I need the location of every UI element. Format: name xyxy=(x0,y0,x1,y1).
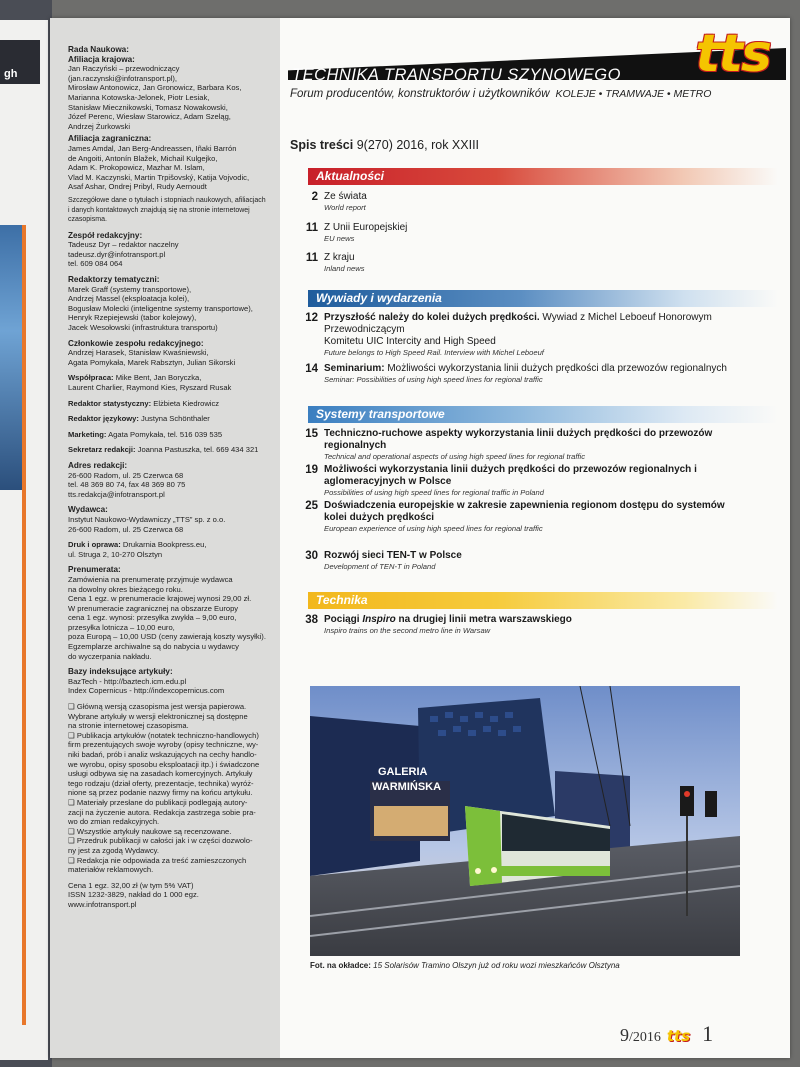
wydawca-list xyxy=(68,515,278,534)
mall-sign-line1: GALERIA xyxy=(378,766,428,778)
marketing-label: Marketing: xyxy=(68,429,107,439)
bazy-heading: Bazy indeksujące artykuły: xyxy=(68,667,173,677)
editorial-note-text: Wybrane artykuły w wersji elektronicznej są dostępne xyxy=(68,711,248,721)
magazine-logo xyxy=(288,24,788,96)
price-issn-line: ISSN 1232-3829, nakład do 1 000 egz. xyxy=(68,890,199,900)
editorial-note-text: ny jest za zgodą Wydawcy. xyxy=(68,845,159,855)
page-number: 11 xyxy=(305,252,318,264)
czlonkowie-list xyxy=(68,348,278,367)
afiliacja-krajowa-heading: Afiliacja krajowa: xyxy=(68,54,135,64)
toc-entry[interactable] xyxy=(292,464,762,498)
magazine-title: TECHNIKA TRANSPORTU SZYNOWEGO xyxy=(292,66,621,84)
contents-column xyxy=(280,18,790,1058)
tematyczni-line: Andrzej Massel (eksploatacja kolei), xyxy=(68,294,190,304)
toc-entry[interactable] xyxy=(292,191,762,213)
page-footer xyxy=(620,1021,713,1047)
prenumerata-list xyxy=(68,575,278,661)
editorial-note-text: we wyrobu, opisy sposobu eksploatacji itp.) i świadczone xyxy=(68,759,260,769)
adres-line: 26-600 Radom, ul. 25 Czerwca 68 xyxy=(68,470,184,480)
rada-note-line: i danych kontaktowych znajdują się na stronie internetowej xyxy=(68,206,250,214)
entry-title-rest: na drugiej linii metra warszawskiego xyxy=(395,614,572,625)
toc-entry[interactable] xyxy=(292,363,762,385)
toc-entry[interactable] xyxy=(292,252,762,274)
rada-note-line: czasopisma. xyxy=(68,216,107,224)
cover-photo xyxy=(310,686,740,956)
page-number-footer: 1 xyxy=(702,1021,714,1046)
entry-title: Seminarium: xyxy=(324,363,385,374)
wydawca-line: 26-600 Radom, ul. 25 Czerwca 68 xyxy=(68,524,184,534)
page-number: 11 xyxy=(305,222,318,234)
editorial-note-text: niki badań, prób i analiz wskazujących na cechy handlo- xyxy=(68,750,257,759)
masthead-sidebar xyxy=(50,18,280,1058)
afiliacja-krajowa-list xyxy=(68,64,278,131)
zespol-line: Tadeusz Dyr – redaktor naczelny xyxy=(68,240,179,250)
section-wywiady xyxy=(308,290,778,307)
checkbox-bullet-icon: ❑ xyxy=(68,702,77,712)
adres-line: tts.redakcja@infotransport.pl xyxy=(68,489,165,499)
mall-sign-line2: WARMIŃSKA xyxy=(372,781,442,793)
zespol-heading: Zespół redakcyjny: xyxy=(68,230,143,240)
editorial-note-line xyxy=(68,712,278,722)
wspolpraca-label: Współpraca: xyxy=(68,373,114,383)
wydawca-line: Instytut Naukowo-Wydawniczy „TTS” sp. z o.o. xyxy=(68,514,226,524)
prenumerata-line: Cena 1 egz. w prenumeracie krajowej wynosi 29,00 zł. xyxy=(68,594,252,604)
statystyczny-value: Elżbieta Kiedrowicz xyxy=(151,398,220,408)
subtitle-text: Forum producentów, konstruktorów i użytkowników xyxy=(290,88,550,100)
prev-page-image xyxy=(0,225,22,490)
editorial-note-line xyxy=(68,702,278,712)
editorial-note-line xyxy=(68,827,278,837)
entry-title: Doświadczenia europejskie w zakresie zapewnienia regionom dostępu do systemów xyxy=(324,500,725,511)
checkbox-bullet-icon: ❑ xyxy=(68,855,77,865)
rada-naukowa xyxy=(68,45,278,225)
entry-title: Ze świata xyxy=(324,191,367,202)
editorial-note-text: usługi odbywa się na zasadach komercyjnych. Artykuły xyxy=(68,769,253,779)
prenumerata-line: przesyłka lotnicza – 10,00 euro, xyxy=(68,622,175,632)
editorial-note-line xyxy=(68,846,278,856)
entry-title: Techniczno-ruchowe aspekty wykorzystania linii dużych prędkości do przewozów regionalnych xyxy=(324,428,713,451)
section-aktualnosci xyxy=(308,168,778,185)
rada-member-line: (jan.raczynski@infotransport.pl), xyxy=(68,73,177,83)
section-label: Wywiady i wydarzenia xyxy=(316,291,442,305)
rada-member-line: Stanisław Miecznikowski, Tomasz Nowakowski, xyxy=(68,102,228,112)
editorial-note-line xyxy=(68,817,278,827)
rada-note xyxy=(68,196,278,225)
prenumerata-line: na dowolny okres bieżącego roku. xyxy=(68,584,183,594)
bazy-line: BazTech - http://baztech.icm.edu.pl xyxy=(68,676,187,686)
entry-title: Z kraju xyxy=(324,252,355,263)
statystyczny-label: Redaktor statystyczny: xyxy=(68,398,152,408)
page-number: 14 xyxy=(305,363,318,375)
price-issn-block xyxy=(68,881,278,910)
wspolpraca xyxy=(68,373,278,392)
magazine-subtitle xyxy=(290,88,711,100)
toc-entry[interactable] xyxy=(292,500,762,534)
zespol-redakcyjny xyxy=(68,231,278,269)
druk-line2: ul. Struga 2, 10-270 Olsztyn xyxy=(68,549,163,559)
toc-entry[interactable] xyxy=(292,614,762,636)
editorial-note-text: Materiały przesłane do publikacji podlegają autory- xyxy=(76,797,248,807)
adres-heading: Adres redakcji: xyxy=(68,460,128,470)
rada-member-line: Asaf Ashar, Ondrej Pribyl, Rudy Aernoudt xyxy=(68,182,207,192)
marketing xyxy=(68,430,278,440)
marketing-value: Agata Pomykała, tel. 516 039 535 xyxy=(106,429,223,439)
entry-title: Pociągi xyxy=(324,614,363,625)
zespol-line: tadeusz.dyr@infotransport.pl xyxy=(68,249,166,259)
editorial-note-line xyxy=(68,750,278,760)
page-number: 15 xyxy=(305,428,318,440)
tematyczni-heading: Redaktorzy tematyczni: xyxy=(68,275,160,285)
zespol-list xyxy=(68,240,278,269)
editorial-note-line xyxy=(68,856,278,866)
tematyczni-line: Marek Graff (systemy transportowe), xyxy=(68,284,192,294)
entry-title: Przyszłość należy do kolei dużych prędkości. xyxy=(324,312,540,323)
entry-subtitle: EU news xyxy=(324,234,355,243)
entry-title: Możliwości wykorzystania linii dużych prędkości do przewozów regionalnych i aglomeracyjnych w Polsce xyxy=(324,464,697,487)
checkbox-bullet-icon: ❑ xyxy=(68,836,77,846)
entry-subtitle: Future belongs to High Speed Rail. Interview with Michel Leboeuf xyxy=(324,348,544,357)
section-label: Systemy transportowe xyxy=(316,407,445,421)
editorial-note-text: Główną wersją czasopisma jest wersja papierowa. xyxy=(76,702,247,712)
prenumerata-line: Zamówienia na prenumeratę przyjmuje wydawca xyxy=(68,574,233,584)
tematyczni-line: Henryk Rzepiejewski (tabor kolejowy), xyxy=(68,313,197,323)
page-number: 2 xyxy=(311,191,318,203)
druk-value: Drukarnia Bookpress.eu, xyxy=(120,540,207,550)
entry-subtitle: Inspiro trains on the second metro line in Warsaw xyxy=(324,626,491,635)
prenumerata-line: Egzemplarze archiwalne są do nabycia u wydawcy xyxy=(68,642,239,652)
page-number: 25 xyxy=(305,500,318,512)
redaktor-statystyczny xyxy=(68,399,278,409)
rada-member-line: Józef Perenc, Wiesław Starowicz, Adam Szeląg, xyxy=(68,112,231,122)
contents-label: Spis treści xyxy=(290,138,354,152)
bazy-list xyxy=(68,677,278,696)
section-label: Technika xyxy=(316,593,368,607)
druk-i-oprawa xyxy=(68,540,278,559)
tematyczni-line: Jacek Wesołowski (infrastruktura transportu) xyxy=(68,323,218,333)
entry-subtitle: World report xyxy=(324,203,366,212)
checkbox-bullet-icon: ❑ xyxy=(68,730,77,740)
entry-subtitle: Seminar: Possibilities of using high speed lines for regional traffic xyxy=(324,375,543,384)
editorial-note-text: Redakcja nie odpowiada za treść zamieszczonych xyxy=(76,855,247,865)
prev-page-text: gh xyxy=(4,68,18,80)
entry-title-rest: Wywiad z Michel Leboeuf Honorowym Przewodniczącym xyxy=(324,312,712,335)
rada-member-line: Andrzej Żurkowski xyxy=(68,121,131,131)
page-number: 12 xyxy=(305,312,318,324)
rada-note-line: Szczegółowe dane o tytułach i stopniach naukowych, afiliacjach xyxy=(68,196,266,204)
checkbox-bullet-icon: ❑ xyxy=(68,797,77,807)
rada-member-line: Marianna Kotowska-Jelonek, Piotr Lesiak, xyxy=(68,92,210,102)
editorial-note-line xyxy=(68,779,278,789)
entry-title: Z Unii Europejskiej xyxy=(324,222,408,233)
subtitle-categories: KOLEJE • TRAMWAJE • METRO xyxy=(555,88,712,100)
tematyczni-line: Bogusław Molecki (inteligentne systemy transportowe), xyxy=(68,303,253,313)
bazy-line: Index Copernicus - http://indexcopernicus.com xyxy=(68,686,225,696)
prenumerata-line: do wyczerpania nakładu. xyxy=(68,651,152,661)
editorial-note-line xyxy=(68,788,278,798)
contents-heading xyxy=(290,138,479,152)
editorial-note-text: wo do zmian redakcyjnych. xyxy=(68,817,160,827)
editorial-note-text: tego rodzaju (dział oferty, prezentacje, technika) wyróż- xyxy=(68,778,254,788)
caption-text: 15 Solarisów Tramino Olszyn już od roku wozi mieszkańców Olsztyna xyxy=(373,961,620,970)
wydawca-heading: Wydawca: xyxy=(68,505,108,515)
editorial-note-text: nione są przez podanie nazwy firmy na końcu artykułu. xyxy=(68,788,253,798)
adres-list xyxy=(68,471,278,500)
editorial-note-text: Przedruk publikacji w całości jak i w części dozwolo- xyxy=(76,836,253,846)
editorial-note-text: firm prezentujących swoje wyroby (opisy techniczne, wy- xyxy=(68,740,259,750)
tts-logo: tts xyxy=(695,24,770,84)
prenumerata-line: poza Europą – 10,00 USD (ceny zawierają koszty wysyłki). xyxy=(68,632,266,642)
editorial-note-text: Wszystkie artykuły naukowe są recenzowane. xyxy=(76,826,232,836)
czlonkowie-zespolu xyxy=(68,339,278,368)
zespol-line: tel. 609 084 064 xyxy=(68,259,123,269)
prenumerata-line: cena 1 egz. wynosi: przesyłka zwykła – 9,00 euro, xyxy=(68,613,237,623)
prenumerata-line: W prenumeracie zagranicznej na obszarze Europy xyxy=(68,603,239,613)
entry-subtitle: Development of TEN-T in Poland xyxy=(324,562,436,571)
editorial-note-line xyxy=(68,865,278,875)
czlonkowie-heading: Członkowie zespołu redakcyjnego: xyxy=(68,338,204,348)
sekretarz-value: Joanna Pastuszka, tel. 669 434 321 xyxy=(135,445,259,455)
toc-entry[interactable] xyxy=(292,550,762,572)
rada-member-line: de Angoiti, Antonín Blažek, Michail Kulgejko, xyxy=(68,153,218,163)
entry-subtitle: Inland news xyxy=(324,264,365,273)
caption-label: Fot. na okładce: xyxy=(310,961,371,970)
footer-issue: 9 xyxy=(620,1025,629,1045)
rada-member-line: James Amdal, Jan Berg-Andreassen, Iñaki Barrón xyxy=(68,143,237,153)
afiliacja-zagraniczna-heading: Afiliacja zagraniczna: xyxy=(68,134,152,144)
price-issn-line: www.infotransport.pl xyxy=(68,899,137,909)
entry-title-line2: kolei dużych prędkości xyxy=(324,512,435,523)
wydawca xyxy=(68,505,278,534)
editorial-note-line xyxy=(68,836,278,846)
prenumerata xyxy=(68,565,278,661)
toc-entry[interactable] xyxy=(292,428,762,462)
entry-subtitle: European experience of using high speed lines for regional traffic xyxy=(324,524,543,533)
afiliacja-zagraniczna-list xyxy=(68,144,278,192)
wspolpraca-line: Mike Bent, Jan Boryczka, xyxy=(113,373,202,383)
editorial-note-line xyxy=(68,769,278,779)
editorial-note-line xyxy=(68,808,278,818)
czlonkowie-line: Andrzej Harasek, Stanisław Kwaśniewski, xyxy=(68,348,209,358)
wspolpraca-line: Laurent Charlier, Raymond Kies, Ryszard Rusak xyxy=(68,383,232,392)
page-number: 19 xyxy=(305,464,318,476)
entry-title-rest: Możliwości wykorzystania linii dużych prędkości dla przewozów regionalnych xyxy=(384,363,727,374)
editorial-note-text: materiałów reklamowych. xyxy=(68,865,154,875)
entry-subtitle: Possibilities of using high speed lines for regional traffic in Poland xyxy=(324,488,544,497)
jezykowy-label: Redaktor językowy: xyxy=(68,414,139,424)
rada-member-line: Jan Raczyński – przewodniczący xyxy=(68,64,180,74)
editorial-notes xyxy=(68,702,278,875)
sekretarz-redakcji xyxy=(68,445,278,455)
entry-title-line2: Komitetu UIC Intercity and High Speed xyxy=(324,336,496,347)
redaktorzy-tematyczni xyxy=(68,275,278,333)
rada-heading: Rada Naukowa: xyxy=(68,45,129,54)
adres-line: tel. 48 369 80 74, fax 48 369 80 75 xyxy=(68,480,186,490)
tram-illustration xyxy=(310,686,740,956)
prenumerata-heading: Prenumerata: xyxy=(68,565,121,575)
editorial-note-line xyxy=(68,740,278,750)
editorial-note-text: na stronie internetowej czasopisma. xyxy=(68,721,189,731)
rada-member-line: Mirosław Antonowicz, Jan Gronowicz, Barbara Kos, xyxy=(68,83,242,93)
entry-title-italic: Inspiro xyxy=(362,614,396,625)
toc-entry[interactable] xyxy=(292,312,762,358)
footer-tts-logo: tts xyxy=(666,1027,691,1045)
czlonkowie-line: Agata Pomykała, Marek Rabsztyn, Julian Sikorski xyxy=(68,357,236,367)
toc-entry[interactable] xyxy=(292,222,762,244)
editorial-note-line xyxy=(68,721,278,731)
redaktor-jezykowy xyxy=(68,414,278,424)
section-technika xyxy=(308,592,778,609)
photo-caption xyxy=(310,961,620,970)
adres-redakcji xyxy=(68,461,278,499)
prev-page-stripe xyxy=(22,225,26,1025)
section-systemy xyxy=(308,406,778,423)
jezykowy-value: Justyna Schönthaler xyxy=(138,414,210,424)
entry-subtitle: Technical and operational aspects of using high speed lines for regional traffic xyxy=(324,452,586,461)
page-number: 38 xyxy=(305,614,318,626)
price-issn-line: Cena 1 egz. 32,00 zł (w tym 5% VAT) xyxy=(68,880,194,890)
rada-member-line: Adam K. Prokopowicz, Mazhar M. Islam, xyxy=(68,163,205,173)
editorial-note-line xyxy=(68,798,278,808)
editorial-note-text: Publikacja artykułów (notatek techniczno-handlowych) xyxy=(76,730,259,740)
footer-year: /2016 xyxy=(629,1030,661,1045)
sekretarz-label: Sekretarz redakcji: xyxy=(68,445,136,455)
rada-member-line: Vlad M. Kaczynski, Martin Trpišovský, Katija Vojvodic, xyxy=(68,172,250,182)
entry-title: Rozwój sieci TEN-T w Polsce xyxy=(324,550,462,561)
druk-label: Druk i oprawa: xyxy=(68,540,121,550)
editorial-note-line xyxy=(68,760,278,770)
issue-number: 9(270) 2016, rok XXIII xyxy=(356,138,480,152)
checkbox-bullet-icon: ❑ xyxy=(68,826,77,836)
magazine-page xyxy=(50,18,790,1058)
previous-page xyxy=(0,20,48,1060)
section-label: Aktualności xyxy=(316,169,385,183)
editorial-note-text: zacji na życzenie autora. Redakcja zastrzega sobie pra- xyxy=(68,807,256,817)
page-number: 30 xyxy=(305,550,318,562)
tematyczni-list xyxy=(68,285,278,333)
bazy-indeksujace xyxy=(68,667,278,696)
editorial-note-line xyxy=(68,731,278,741)
